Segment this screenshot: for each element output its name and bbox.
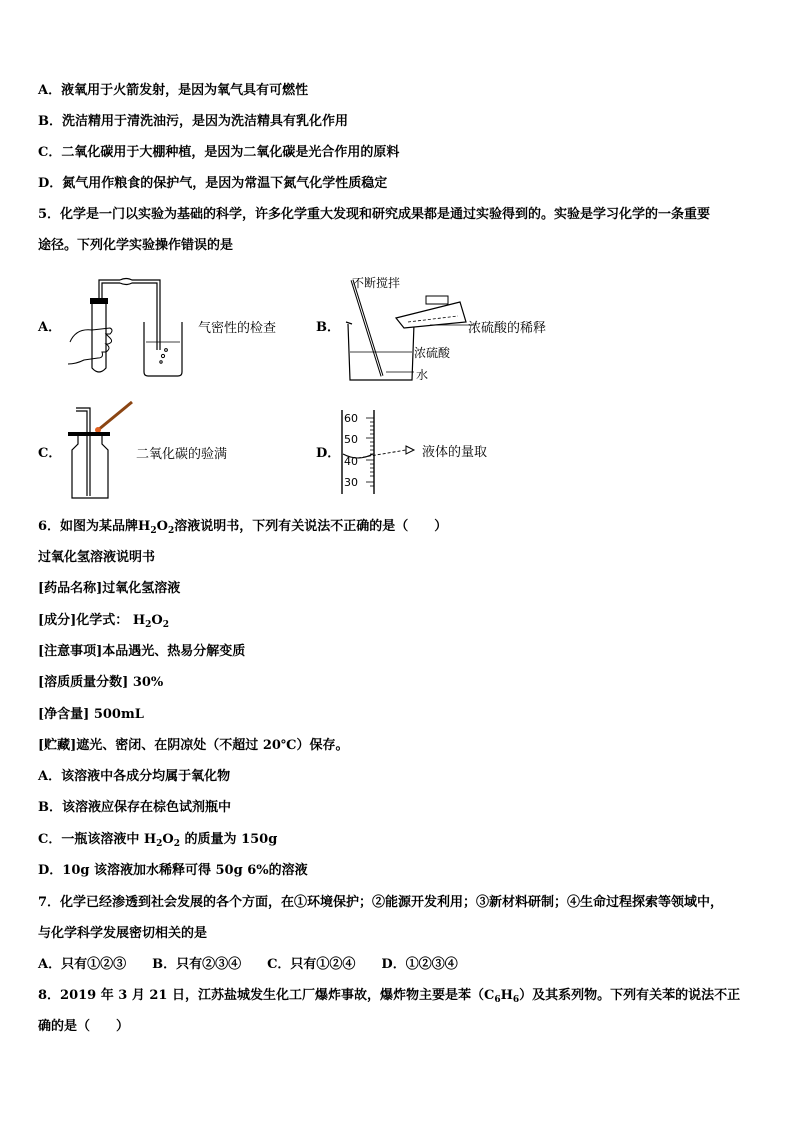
q5-option-d-caption: 液体的量取: [422, 445, 488, 460]
q6-leaflet-mass-fraction: [溶质质量分数] 30%: [38, 675, 164, 690]
q5-b-acid-label: 浓硫酸: [414, 346, 451, 360]
q6-leaflet-title: 过氧化氢溶液说明书: [38, 550, 156, 565]
q5-b-water-label: 水: [416, 368, 429, 382]
q5-option-a-caption: 气密性的检查: [198, 321, 277, 336]
q6-option-b: B．该溶液应保存在棕色试剂瓶中: [38, 800, 231, 815]
q5-option-c-label: C．: [38, 446, 62, 461]
q4-option-a: A．液氧用于火箭发射，是因为氧气具有可燃性: [38, 83, 309, 98]
q5-b-stir-label: 不断搅拌: [352, 276, 401, 290]
q4-option-c: C．二氧化碳用于大棚种植，是因为二氧化碳是光合作用的原料: [38, 145, 400, 160]
q7-stem-line2: 与化学科学发展密切相关的是: [38, 926, 208, 941]
q5-stem-line1: 5．化学是一门以实验为基础的科学，许多化学重大发现和研究成果都是通过实验得到的。实验是学习化学的一条重要: [38, 207, 711, 222]
q5-option-c-caption: 二氧化碳的验满: [136, 447, 228, 462]
co2-test-figure: [64, 398, 136, 502]
airtightness-check-figure: [62, 272, 192, 382]
q6-option-c: C．一瓶该溶液中 $H_2O_2$ 的质量为 150g: [38, 832, 278, 849]
q7-stem-line1: 7．化学已经渗透到社会发展的各个方面，在①环境保护；②能源开发利用；③新材料研制；④生命过程探索等领域中，: [38, 895, 724, 910]
q5-option-d-label: D．: [316, 446, 341, 461]
q5-option-b-caption: 浓硫酸的稀释: [468, 321, 547, 336]
q6-leaflet-storage: [贮藏]遮光、密闭、在阴凉处（不超过 20℃）保存。: [38, 738, 349, 753]
q5-d-tick-50: 50: [344, 433, 358, 446]
q5-d-tick-30: 30: [344, 476, 358, 489]
q5-d-tick-60: 60: [344, 412, 358, 425]
q5-option-b-label: B．: [316, 320, 340, 335]
q4-option-b: B．洗洁精用于清洗油污，是因为洗洁精具有乳化作用: [38, 114, 348, 129]
q6-leaflet-name: [药品名称]过氧化氢溶液: [38, 581, 181, 596]
q6-leaflet-formula: [成分]化学式： $H_2O_2$: [38, 613, 169, 630]
q6-option-a: A．该溶液中各成分均属于氧化物: [38, 769, 231, 784]
q6-stem: 6．如图为某品牌$H_2O_2$溶液说明书，下列有关说法不正确的是（ ）: [38, 519, 448, 536]
q6-option-d: D．10g 该溶液加水稀释可得 50g 6%的溶液: [38, 863, 308, 878]
q5-stem-line2: 途径。下列化学实验操作错误的是: [38, 238, 234, 253]
q5-option-a-label: A．: [38, 320, 62, 335]
q5-d-tick-40: 40: [344, 455, 358, 468]
q8-stem-line1: 8．2019 年 3 月 21 日，江苏盐城发生化工厂爆炸事故，爆炸物主要是苯$(C_6H_6)$及其系列物。下列有关苯的说法不正: [38, 988, 741, 1005]
q6-leaflet-volume: [净含量] 500mL: [38, 707, 144, 722]
q6-leaflet-caution: [注意事项]本品遇光、热易分解变质: [38, 644, 246, 659]
q8-stem-line2: 确的是（ ）: [38, 1019, 130, 1034]
q4-option-d: D．氮气用作粮食的保护气，是因为常温下氮气化学性质稳定: [38, 176, 388, 191]
q7-options: A．只有①②③ B．只有②③④ C．只有①②④ D．①②③④: [38, 957, 458, 972]
